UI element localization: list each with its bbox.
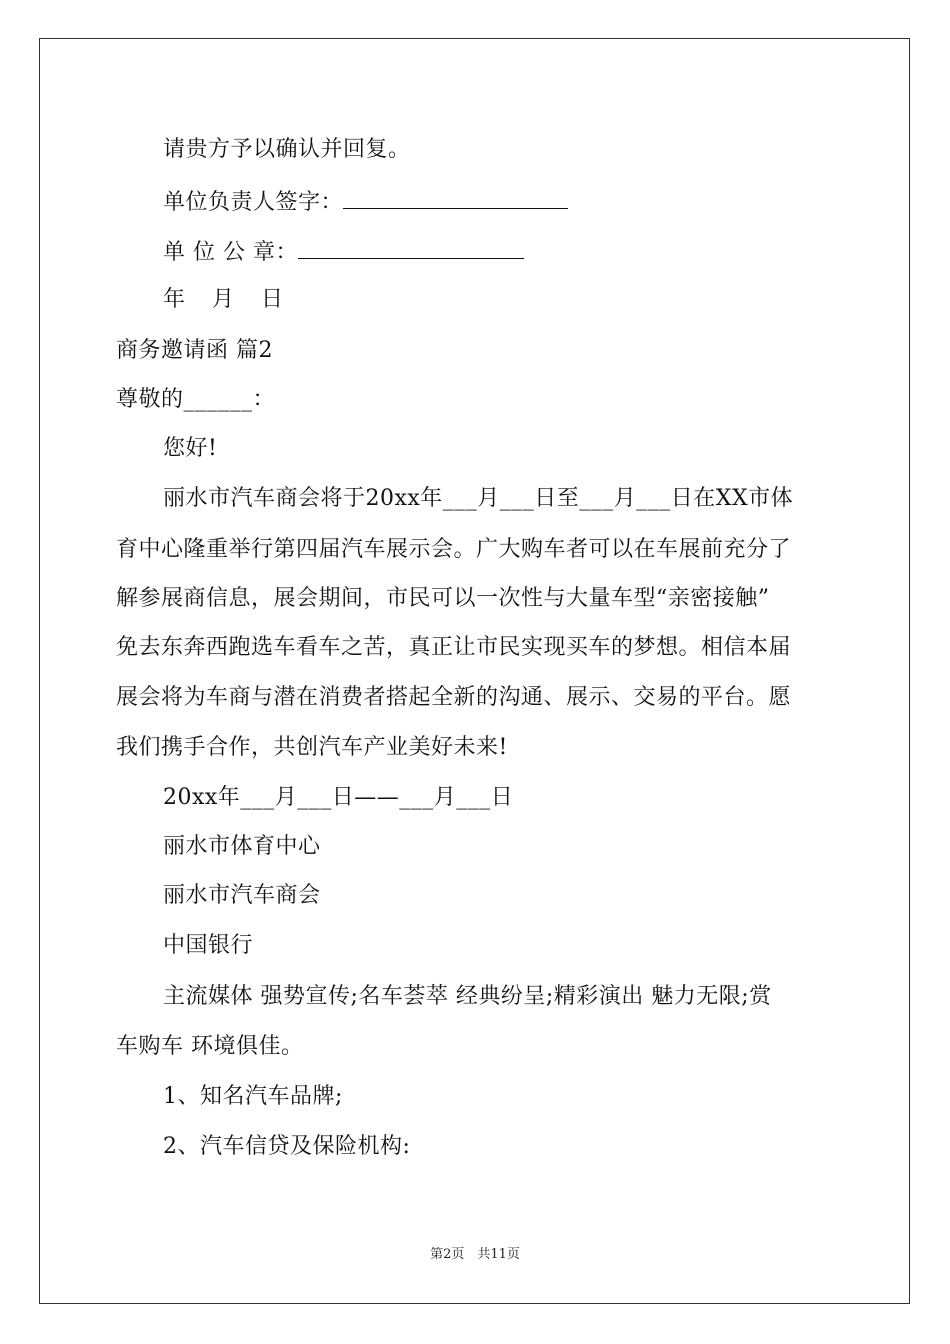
signature-label: 单位负责人签字：: [163, 190, 344, 215]
highlights-line: 主流媒体 强势宣传;名车荟萃 经典纷呈;精彩演出 魅力无限;赏: [163, 984, 772, 1009]
confirm-line: 请贵方予以确认并回复。: [163, 137, 411, 162]
signature-blank: [343, 186, 568, 209]
list-item: 1、知名汽车品牌;: [163, 1084, 343, 1109]
body-line: 育中心隆重举行第四届汽车展示会。广大购车者可以在车展前充分了: [116, 537, 792, 562]
seal-blank: [298, 236, 524, 259]
date-line: 年 月 日: [163, 287, 293, 312]
page-footer: 第2页 共11页: [430, 1247, 520, 1262]
body-line: 免去东奔西跑选车看车之苦，真正让市民实现买车的梦想。相信本届: [116, 635, 792, 660]
body-line: 丽水市汽车商会将于20xx年___月___日至___月___日在XX市体: [163, 486, 794, 511]
body-line: 我们携手合作，共创汽车产业美好未来!: [116, 735, 508, 760]
body-line: 解参展商信息，展会期间，市民可以一次性与大量车型“亲密接触”: [116, 586, 770, 611]
organizer-item: 中国银行: [163, 933, 254, 958]
list-item: 2、汽车信贷及保险机构:: [163, 1134, 411, 1159]
section-title: 商务邀请函 篇2: [116, 338, 273, 363]
seal-label: 单 位 公 章：: [163, 240, 298, 265]
highlights-line: 车购车 环境俱佳。: [116, 1034, 304, 1059]
seal-line: [163, 236, 524, 268]
signature-line: [163, 186, 568, 218]
event-date: 20xx年___月___日——___月___日: [163, 785, 514, 810]
salutation: 尊敬的______：: [116, 387, 276, 412]
organizer-item: 丽水市体育中心: [163, 834, 321, 859]
greeting: 您好!: [163, 436, 218, 461]
body-line: 展会将为车商与潜在消费者搭起全新的沟通、展示、交易的平台。愿: [116, 685, 792, 710]
organizer-item: 丽水市汽车商会: [163, 883, 321, 908]
page-border: [39, 38, 910, 1304]
